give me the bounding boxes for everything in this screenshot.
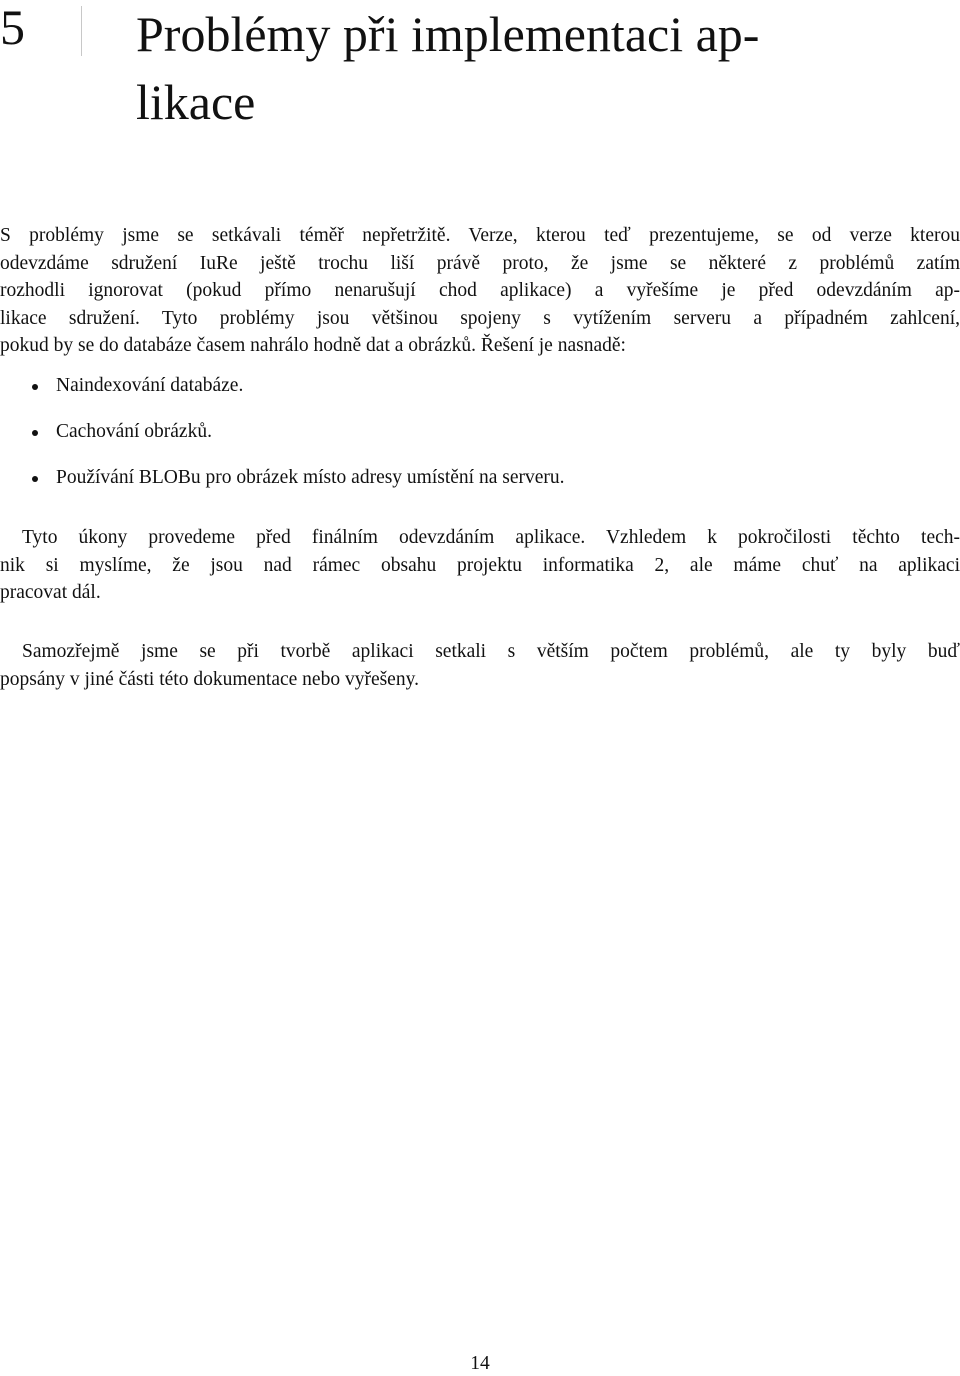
page-number: 14 (470, 1353, 490, 1374)
paragraph-line: popsány v jiné části této dokumentace nebo vyřešeny. (0, 668, 419, 690)
solutions-list (0, 372, 960, 510)
bullet-icon (32, 476, 38, 482)
chapter-title-line-1: Problémy při implementaci ap- (136, 6, 760, 62)
bullet-icon (32, 430, 38, 436)
list-item-text: Cachování obrázků. (56, 421, 212, 442)
paragraph-line: S problémy jsme se setkávali téměř nepřetržitě. Verze, kterou teď prezentujeme, se od verze kterou (0, 225, 960, 246)
paragraph-line: nik si myslíme, že jsou nad rámec obsahu projektu informatika 2, ale máme chuť na aplikaci (0, 554, 960, 576)
list-item-text: Naindexování databáze. (56, 375, 244, 396)
list-item (0, 372, 960, 418)
paragraph-conclusion (0, 638, 960, 693)
paragraph-line: likace sdružení. Tyto problémy jsou většinou spojeny s vytížením serveru a případném zahlcení, (0, 307, 960, 329)
paragraph-line: odevzdáme sdružení IuRe ještě trochu liší právě proto, že jsme se některé z problémů zatím (0, 252, 960, 274)
paragraph-line: rozhodli ignorovat (pokud přímo nenarušují chod aplikace) a vyřešíme je před odevzdáním ap- (0, 280, 960, 301)
chapter-title-line-2: likace (136, 74, 256, 130)
paragraph-line: Samozřejmě jsme se při tvorbě aplikaci setkali s větším počtem problémů, ale ty byly buď (22, 641, 960, 662)
chapter-title (136, 0, 956, 136)
list-item (0, 464, 960, 510)
bullet-icon (32, 384, 38, 390)
paragraph-intro (0, 222, 960, 360)
list-item (0, 418, 960, 464)
paragraph-line: Tyto úkony provedeme před finálním odevzdáním aplikace. Vzhledem k pokročilosti těchto tech- (22, 527, 960, 548)
paragraph-tasks (0, 524, 960, 607)
chapter-number: 5 (0, 0, 25, 55)
chapter-divider (81, 6, 82, 56)
paragraph-line: pracovat dál. (0, 582, 101, 603)
list-item-text: Používání BLOBu pro obrázek místo adresy umístění na serveru. (56, 467, 565, 488)
paragraph-line: pokud by se do databáze časem nahrálo hodně dat a obrázků. Řešení je nasnadě: (0, 335, 626, 356)
